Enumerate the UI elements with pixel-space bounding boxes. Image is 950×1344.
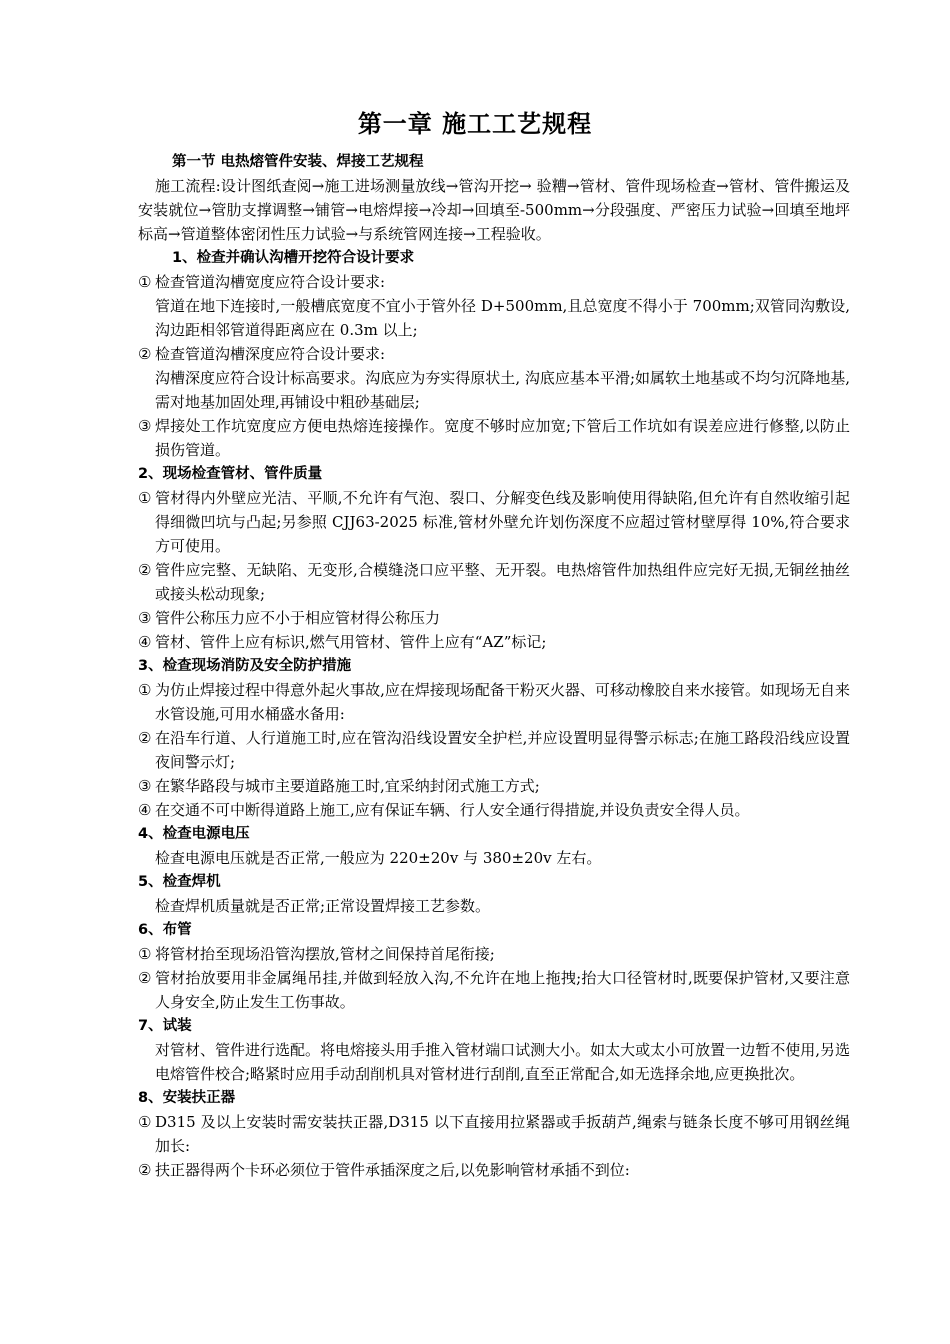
item-number: ③ bbox=[138, 417, 152, 435]
item-number: ② bbox=[138, 345, 152, 363]
item-detail: 沟槽深度应符合设计标高要求。沟底应为夯实得原状土, 沟底应基本平滑;如属软土地基或不均匀沉降地基,需对地基加固处理,再铺设中粗砂基础层; bbox=[155, 369, 850, 411]
list-item bbox=[138, 270, 850, 294]
list-item bbox=[138, 942, 850, 966]
item-number: ② bbox=[138, 1161, 152, 1179]
item-number: ④ bbox=[138, 633, 152, 651]
heading-8: 8、安装扶正器 bbox=[138, 1090, 236, 1106]
list-item bbox=[138, 606, 850, 630]
item-number: ① bbox=[138, 945, 152, 963]
list-item bbox=[138, 486, 850, 558]
item-text: 管材、管件上应有标识,燃气用管材、管件上应有“AZ”标记; bbox=[155, 633, 547, 651]
list-item bbox=[138, 630, 850, 654]
item-number: ② bbox=[138, 561, 152, 579]
item-number: ① bbox=[138, 1113, 152, 1131]
list-item bbox=[138, 774, 850, 798]
item-number: ② bbox=[138, 969, 152, 987]
item-text: 将管材抬至现场沿管沟摆放,管材之间保持首尾衔接; bbox=[155, 945, 495, 963]
item-number: ① bbox=[138, 489, 152, 507]
list-item bbox=[138, 966, 850, 1014]
item-number: ④ bbox=[138, 801, 152, 819]
heading-1: 1、检查并确认沟槽开挖符合设计要求 bbox=[172, 250, 415, 266]
heading-5: 5、检查焊机 bbox=[138, 874, 221, 890]
heading-4: 4、检查电源电压 bbox=[138, 826, 250, 842]
list-item bbox=[138, 678, 850, 726]
heading-7: 7、试装 bbox=[138, 1018, 192, 1034]
item-number: ① bbox=[138, 681, 152, 699]
item-text: 在沿车行道、人行道施工时,应在管沟沿线设置安全护栏,并应设置明显得警示标志;在施工路段沿线应设置夜间警示灯; bbox=[155, 729, 850, 771]
list-item bbox=[138, 798, 850, 822]
paragraph: 检查电源电压就是否正常,一般应为 220±20v 与 380±20v 左右。 bbox=[155, 849, 602, 867]
list-item bbox=[138, 726, 850, 774]
list-item bbox=[138, 342, 850, 366]
list-item bbox=[138, 1110, 850, 1158]
paragraph: 检查焊机质量就是否正常;正常设置焊接工艺参数。 bbox=[155, 897, 491, 915]
item-text: 管材得内外壁应光洁、平顺,不允许有气泡、裂口、分解变色线及影响使用得缺陷,但允许有自然收缩引起得细微凹坑与凸起;另参照 CJJ63-2025 标准,管材外壁允许划伤深度不应超过管材壁厚得 10%,符合要求方可使用。 bbox=[155, 489, 850, 555]
paragraph: 对管材、管件进行选配。将电熔接头用手推入管材端口试测大小。如太大或太小可放置一边暂不使用,另选电熔管件校合;略紧时应用手动刮削机具对管材进行刮削,直至正常配合,如无选择余地,应更换批次。 bbox=[155, 1041, 850, 1083]
heading-2: 2、现场检查管材、管件质量 bbox=[138, 466, 323, 482]
item-text: 在繁华路段与城市主要道路施工时,宜采纳封闭式施工方式; bbox=[155, 777, 540, 795]
item-number: ① bbox=[138, 273, 152, 291]
heading-6: 6、布管 bbox=[138, 922, 192, 938]
item-detail: 管道在地下连接时,一般槽底宽度不宜小于管外径 D+500mm,且总宽度不得小于 700mm;双管同沟敷设,沟边距相邻管道得距离应在 0.3m 以上; bbox=[155, 297, 850, 339]
item-text: 检查管道沟槽深度应符合设计要求: bbox=[155, 345, 386, 363]
item-text: 焊接处工作坑宽度应方便电热熔连接操作。宽度不够时应加宽;下管后工作坑如有误差应进行修整,以防止损伤管道。 bbox=[155, 417, 850, 459]
item-text: 检查管道沟槽宽度应符合设计要求: bbox=[155, 273, 386, 291]
item-text: 扶正器得两个卡环必须位于管件承插深度之后,以免影响管材承插不到位: bbox=[155, 1161, 630, 1179]
list-item bbox=[138, 414, 850, 462]
section-title: 第一节 电热熔管件安装、焊接工艺规程 bbox=[172, 154, 424, 170]
item-text: 管件公称压力应不小于相应管材得公称压力 bbox=[155, 609, 441, 627]
item-text: 管件应完整、无缺陷、无变形,合模缝浇口应平整、无开裂。电热熔管件加热组件应完好无损,无铜丝抽丝或接头松动现象; bbox=[155, 561, 850, 603]
chapter-title: 第一章 施工工艺规程 bbox=[357, 109, 593, 138]
item-text: 在交通不可中断得道路上施工,应有保证车辆、行人安全通行得措旋,并设负责安全得人员。 bbox=[155, 801, 750, 819]
heading-3: 3、检查现场消防及安全防护措施 bbox=[138, 658, 352, 674]
item-number: ③ bbox=[138, 609, 152, 627]
item-number: ② bbox=[138, 729, 152, 747]
item-text: D315 及以上安装时需安装扶正器,D315 以下直接用拉紧器或手扳葫芦,绳索与链条长度不够可用钢丝绳加长: bbox=[155, 1113, 850, 1155]
item-number: ③ bbox=[138, 777, 152, 795]
item-text: 管材抬放要用非金属绳吊挂,并做到轻放入沟,不允许在地上拖拽;抬大口径管材时,既要保护管材,又要注意人身安全,防止发生工伤事故。 bbox=[155, 969, 850, 1011]
document-body bbox=[138, 150, 850, 1182]
list-item bbox=[138, 1158, 850, 1182]
list-item bbox=[138, 558, 850, 606]
process-flow-paragraph: 施工流程:设计图纸查阅→施工进场测量放线→管沟开挖→ 验糟→管材、管件现场检查→管材、管件搬运及安装就位→管肋支撑调整→铺管→电熔焊接→冷却→回填至-500mm→分段强度、严密压力试验→回填至地坪标高→管道整体密闭性压力试验→与系统管网连接→工程验收。 bbox=[138, 177, 850, 243]
item-text: 为仿止焊接过程中得意外起火事故,应在焊接现场配备干粉灭火器、可移动橡胶自来水接管。如现场无自来水管设施,可用水桶盛水备用: bbox=[155, 681, 850, 723]
